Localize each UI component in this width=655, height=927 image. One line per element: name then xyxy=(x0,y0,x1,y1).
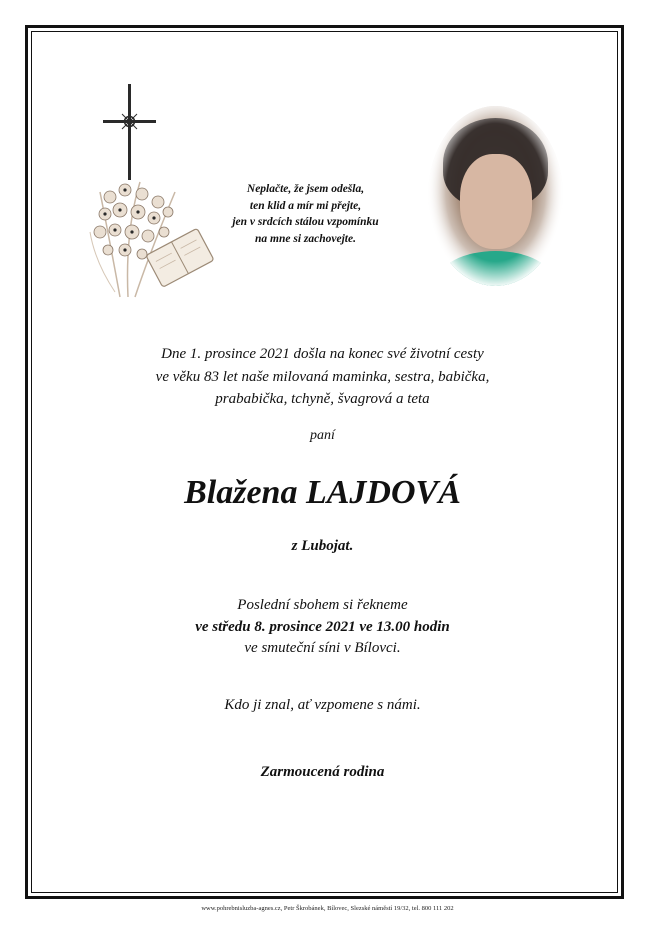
title-pani: paní xyxy=(310,428,335,443)
farewell-line: Poslední sbohem si řekneme xyxy=(237,597,408,613)
portrait-vignette xyxy=(428,106,563,286)
farewell-date: ve středu 8. prosince 2021 ve 13.00 hodin xyxy=(195,618,450,635)
remember-line: Kdo ji znal, ať vzpomene s námi. xyxy=(224,697,421,713)
farewell-info xyxy=(80,595,565,660)
farewell-place: ve smuteční síni v Bílovci. xyxy=(244,640,401,656)
announcement-line: ve věku 83 let naše milovaná maminka, sestra, babička, xyxy=(155,368,490,385)
poem-line: ten klid a mír mi přejte, xyxy=(249,199,362,212)
announcement xyxy=(80,343,565,411)
announcement-line: Dne 1. prosince 2021 došla na konec své životní cesty xyxy=(161,346,484,362)
poem-line: jen v srdcích stálou vzpomínku xyxy=(232,216,379,228)
poem xyxy=(208,181,403,247)
origin: z Lubojat. xyxy=(291,538,354,554)
family-signature: Zarmoucená rodina xyxy=(260,764,385,780)
portrait-photo xyxy=(428,106,563,286)
footer-contact: www.pohrebnisluzba-agnes.cz, Petr Škrobánek, Bílovec, Slezské náměstí 19/32, tel. 800 111 202 xyxy=(201,905,454,912)
announcement-line: prababička, tchyně, švagrová a teta xyxy=(215,391,430,407)
poem-line: Neplačte, že jsem odešla, xyxy=(246,183,365,195)
deceased-name: Blažena LAJDOVÁ xyxy=(184,474,461,511)
poem-line: na mne si zachovejte. xyxy=(255,232,356,245)
